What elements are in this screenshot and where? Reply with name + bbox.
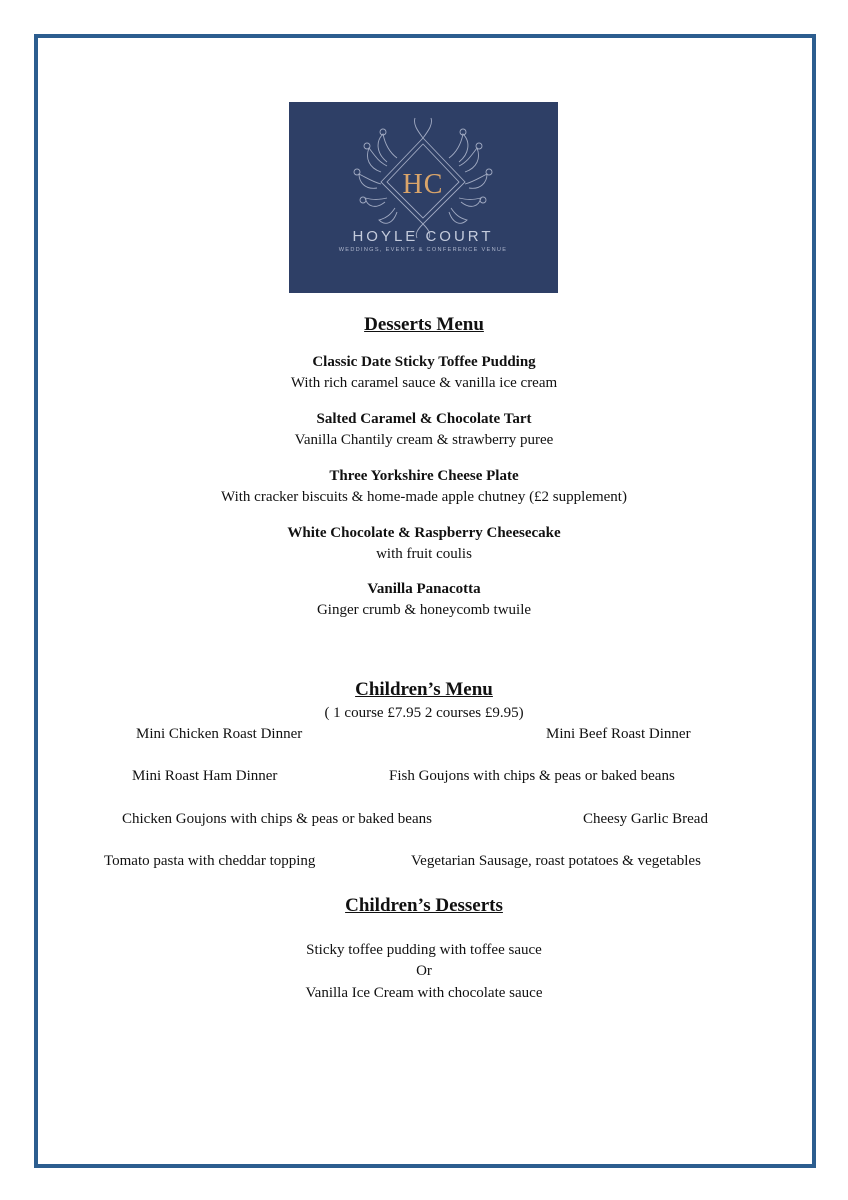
desserts-menu-title: Desserts Menu [364,314,484,335]
childrens-menu-item: Tomato pasta with cheddar topping [104,853,316,869]
dessert-item-desc: Ginger crumb & honeycomb twuile [316,602,532,618]
dessert-item-name: White Chocolate & Raspberry Cheesecake [287,525,561,541]
dessert-item-desc: With cracker biscuits & home-made apple chutney (£2 supplement) [221,489,627,505]
childrens-menu-item: Mini Roast Ham Dinner [132,768,278,784]
childrens-menu-item: Vegetarian Sausage, roast potatoes & vegetables [411,853,701,869]
logo-monogram: HC [402,169,444,200]
childrens-menu-title: Children’s Menu [355,679,493,700]
logo-name: HOYLE COURT [352,228,494,245]
childrens-menu-item: Cheesy Garlic Bread [583,811,708,827]
dessert-item-desc: Vanilla Chantily cream & strawberry puree [294,432,554,448]
dessert-item-desc: With rich caramel sauce & vanilla ice cream [290,375,558,391]
childrens-menu-item: Fish Goujons with chips & peas or baked beans [389,768,675,784]
childrens-desserts-title: Children’s Desserts [345,895,503,916]
childrens-dessert-line: Or [416,963,432,979]
logo-tagline: WEDDINGS, EVENTS & CONFERENCE VENUE [338,247,508,253]
dessert-item-desc: with fruit coulis [376,546,472,562]
dessert-item-name: Salted Caramel & Chocolate Tart [316,411,532,427]
childrens-menu-item: Mini Chicken Roast Dinner [136,726,303,742]
childrens-menu-item: Chicken Goujons with chips & peas or baked beans [122,811,432,827]
childrens-dessert-line: Vanilla Ice Cream with chocolate sauce [305,985,543,1001]
dessert-item-name: Classic Date Sticky Toffee Pudding [312,354,536,370]
childrens-menu-item: Mini Beef Roast Dinner [546,726,691,742]
dessert-item-name: Three Yorkshire Cheese Plate [329,468,519,484]
childrens-dessert-line: Sticky toffee pudding with toffee sauce [306,942,542,958]
childrens-menu-pricing: ( 1 course £7.95 2 courses £9.95) [324,705,524,721]
hoyle-court-logo [289,102,558,293]
dessert-item-name: Vanilla Panacotta [367,581,481,597]
